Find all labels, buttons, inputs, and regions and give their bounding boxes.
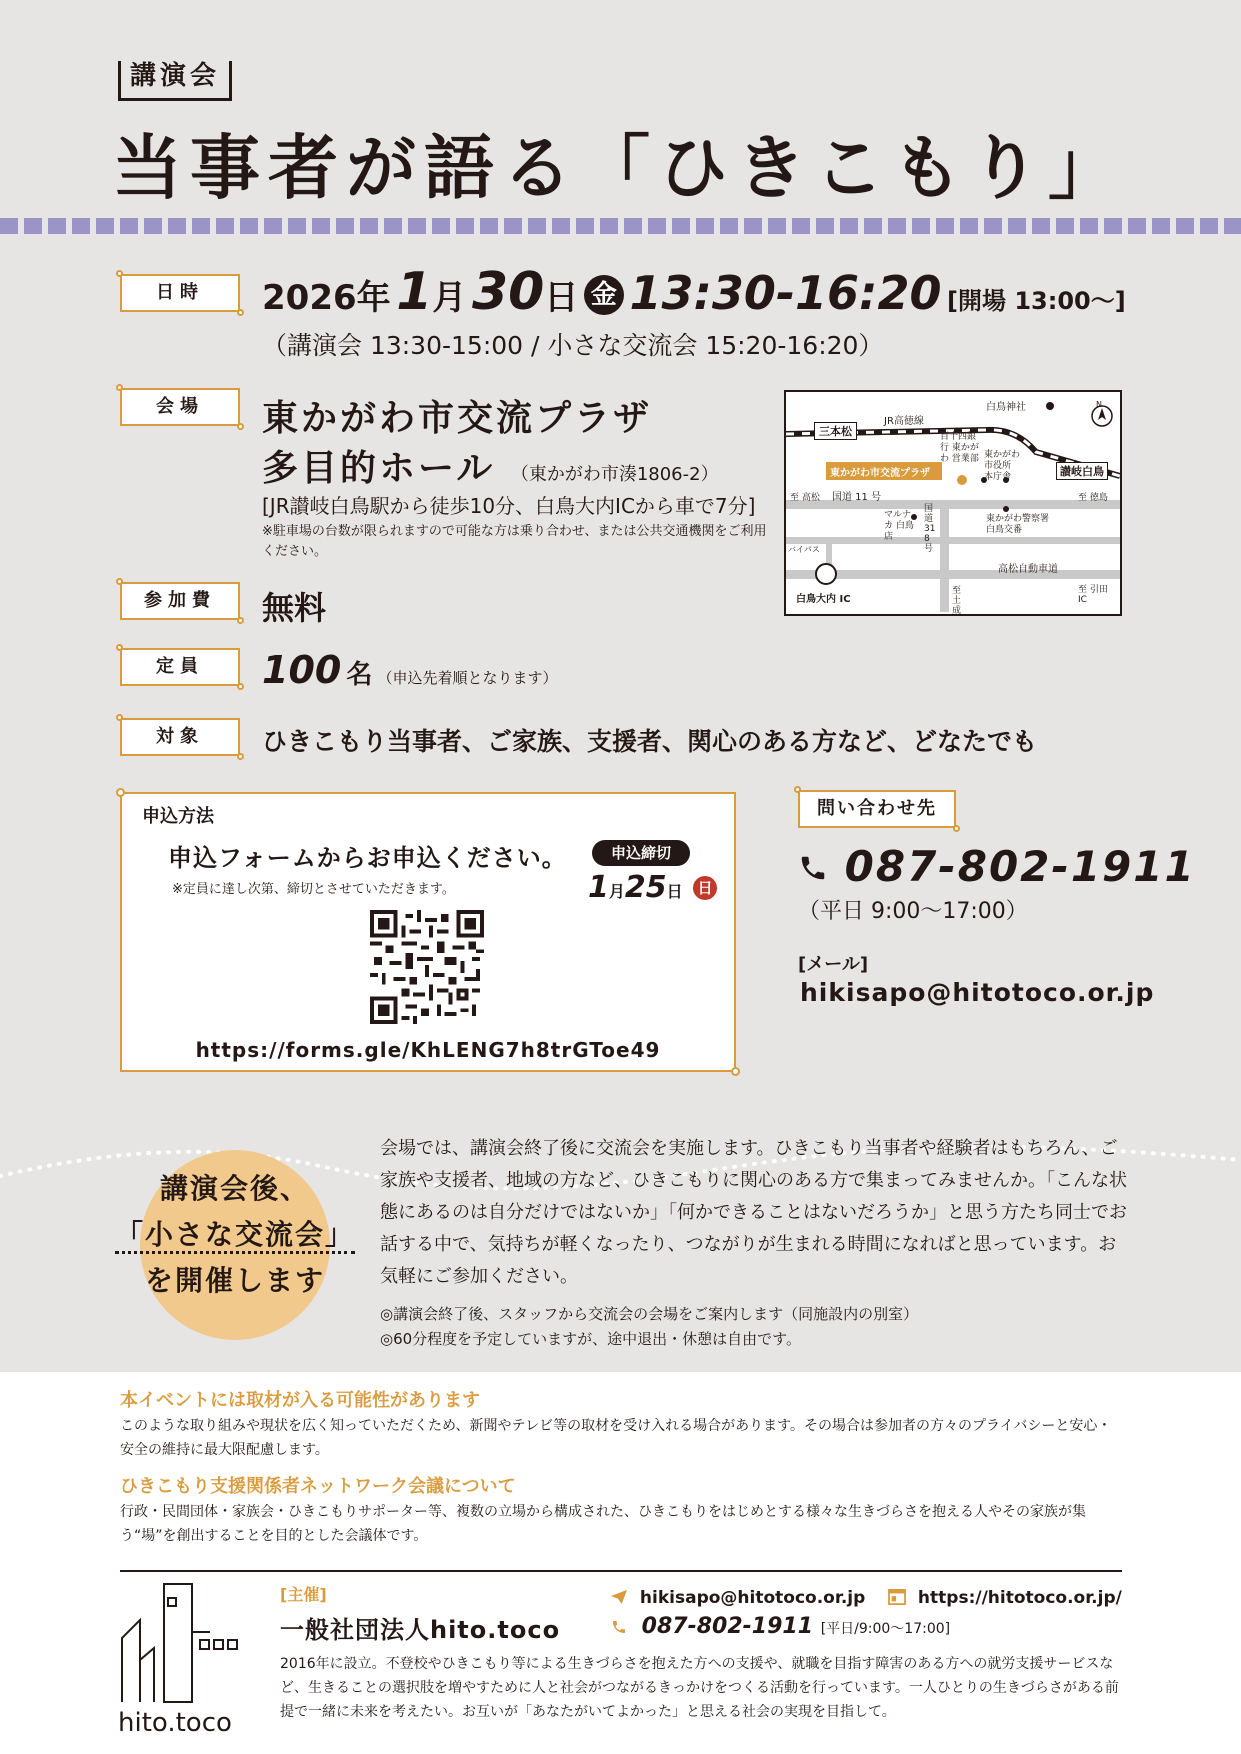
label-text: 参加費 [144,590,216,611]
capacity [262,648,558,692]
contact-phone[interactable] [798,842,1196,891]
day: 30 [471,262,545,322]
apply-box [120,792,736,1072]
organizer-url-text[interactable]: https://hitotoco.or.jp/ [917,1588,1122,1608]
label-text: 対象 [156,726,204,747]
capacity-number: 100 [262,648,342,692]
target-audience: ひきこもり当事者、ご家族、支援者、関心のある方など、どなたでも [262,727,1038,756]
event-datetime [262,262,1126,322]
map-label-to-takamatsu: 至 高松 [790,493,820,503]
day-unit: 日 [544,278,579,318]
map-label-bank: 百十四銀行 東かがわ 営業部 [940,432,979,464]
paper-plane-icon [610,1589,628,1605]
label-capacity [120,648,240,686]
map-label-bypass: バイパス [788,545,820,554]
deadline-date [588,870,717,905]
year: 2026 [262,278,357,318]
notice-text-network: 行政・民間団体・家族会・ひきこもりサポーター等、複数の立場から構成された、ひきこもりをはじめとする様々な生きづらさを抱える人やその家族が集う“場”を創出することを目的とした会議体です。 [120,1504,1086,1544]
year-unit: 年 [356,278,391,318]
deadline-month-unit: 月 [608,882,625,901]
map-label-jr: JR高徳線 [884,416,924,427]
map-label-sanuki-shirotori: 讃岐白鳥 [1056,462,1108,480]
venue-hall [262,440,719,491]
label-fee [120,582,240,620]
notice-heading-network: ひきこもり支援関係者ネットワーク会議について [120,1476,516,1497]
phone-icon [798,853,828,883]
label-target [120,718,240,756]
capacity-unit: 名 [346,660,373,690]
organizer-email[interactable] [610,1588,865,1608]
map-label-sanbonmatsu: 三本松 [814,422,857,440]
apply-form-link[interactable]: https://forms.gle/KhLENG7h8trGToe49 [195,1038,661,1062]
organizer-email-text[interactable]: hikisapo@hitotoco.or.jp [639,1588,866,1608]
contact-email[interactable]: hikisapo@hitotoco.or.jp [800,978,1155,1007]
label-datetime [120,274,240,312]
dashed-divider [0,218,1241,234]
organizer-phone-text[interactable]: 087-802-1911 [641,1614,814,1639]
access-map [784,390,1122,616]
venue-address: （東かがわ市湊1806-2） [510,464,719,485]
label-text: 定員 [156,656,204,677]
deadline-month: 1 [588,870,609,905]
map-label-to-hiketa: 至 引田 IC [1078,585,1108,605]
apply-note: ※定員に達し次第、締切とさせていただきます。 [172,882,455,897]
phone-number[interactable]: 087-802-1911 [844,842,1196,891]
map-label-route11: 国道 11 号 [832,492,882,503]
label-text: 問い合わせ先 [817,798,937,819]
map-label-ic: 白鳥大内 IC [796,594,851,605]
after-line1: 講演会後、 [159,1172,310,1205]
label-text: 日時 [156,282,204,303]
organizer-label: [主催] [280,1585,327,1604]
deadline-day: 25 [624,870,667,905]
logo-text: hito.toco [118,1708,232,1738]
divider [120,1570,1122,1572]
deadline-badge: 申込締切 [592,840,690,866]
deadline-weekday: 日 [693,876,717,900]
map-label-shrine: 白鳥神社 [986,402,1026,413]
organizer-logo [118,1580,248,1740]
doors-open: [開場 13:00〜] [947,287,1126,315]
weekday-badge: 金 [584,275,624,315]
time-breakdown: （講演会 13:30-15:00 / 小さな交流会 15:20-16:20） [262,331,884,360]
venue-name: 東かがわ市交流プラザ [262,398,653,439]
hall-name: 多目的ホール [262,448,496,489]
map-label-expressway: 高松自動車道 [998,564,1058,575]
notice-text-media: このような取り組みや現状を広く知っていただくため、新聞やテレビ等の取材を受け入れる場合があります。その場合は参加者の方々のプライバシーと安心・安全の維持に最大限配慮します。 [120,1418,1112,1458]
phone-icon [610,1619,628,1635]
month-unit: 月 [432,278,467,318]
label-text: 会場 [156,396,204,417]
label-contact [798,790,956,828]
after-line3: を開催します [144,1264,325,1297]
compass-icon: N [1096,400,1102,409]
organizer-description: 2016年に設立。不登校やひきこもり等による生きづらさを抱えた方への支援や、就職を目指す障害のある方への就労支援サービスなど、生きることの選択肢を増やすために人と社会がつながるきっかけをつくる活動を行っています。一人ひとりの生きづらさがある前提で一緒に未来を考えたい。お互いが「あなたがいてよかった」と思える社会の実現を目指して。 [280,1656,1119,1720]
venue-access: [JR讃岐白鳥駅から徒歩10分、白鳥大内ICから車で7分] [262,494,756,518]
label-venue [120,388,240,426]
month: 1 [396,262,433,322]
contact-hours: （平日 9:00〜17:00） [798,899,1028,924]
notice-heading-media: 本イベントには取材が入る可能性があります [120,1390,480,1411]
after-event-description: 会場では、講演会終了後に交流会を実施します。ひきこもり当事者や経験者はもちろん、ご家族や支援者、地域の方など、ひきこもりに関心のある方で集まってみませんか。「こんな状態にあるのは自分だけではないか」「何かできることはないだろうか」と思う方たち同士でお話する中で、気持ちが軽くなったり、つながりが生まれる時間になればと思っています。お気軽にご参加ください。 [380,1138,1127,1287]
map-label-plaza: 東かがわ市交流プラザ [830,468,930,479]
fee-value: 無料 [262,589,327,627]
map-label-to-tokushima: 至 徳島 [1078,493,1108,503]
organizer-website[interactable] [888,1588,1122,1608]
mail-label: [メール] [798,954,869,975]
after-note: ◎講演会終了後、スタッフから交流会の会場をご案内します（同施設内の別室） [380,1305,919,1323]
after-event-notes [380,1302,1130,1352]
capacity-note: （申込先着順となります） [377,669,558,687]
event-time: 13:30-16:20 [629,266,942,320]
after-event-heading [115,1166,355,1304]
page-title: 当事者が語る「ひきこもり」 [112,127,1126,209]
event-type-tag: 講演会 [118,55,232,101]
organizer-phone[interactable] [610,1614,950,1639]
apply-title: 申込方法 [142,806,214,827]
organizer-phone-hours: [平日/9:00〜17:00] [820,1621,951,1637]
organizer-name: 一般社団法人hito.toco [280,1616,561,1644]
browser-icon [888,1589,906,1605]
qr-code[interactable] [370,910,484,1024]
apply-instruction: 申込フォームからお申込ください。 [168,844,567,872]
map-label-route318: 国道 318 号 [924,504,936,554]
after-line2: 「小さな交流会」 [115,1218,355,1254]
deadline-day-unit: 日 [666,882,683,901]
map-label-police: 東かがわ警察署 白鳥交番 [986,514,1050,535]
map-label-to-dobun: 至 土成 [952,586,962,616]
map-label-marunaka: マルナカ 白鳥店 [884,510,914,542]
map-label-city-office: 東かがわ 市役所 本庁舎 [984,450,1021,482]
after-note: ◎60分程度を予定していますが、途中退出・休憩は自由です。 [380,1330,801,1348]
parking-note: ※駐車場の台数が限られますので可能な方は乗り合わせ、または公共交通機関をご利用ください。 [262,524,767,559]
